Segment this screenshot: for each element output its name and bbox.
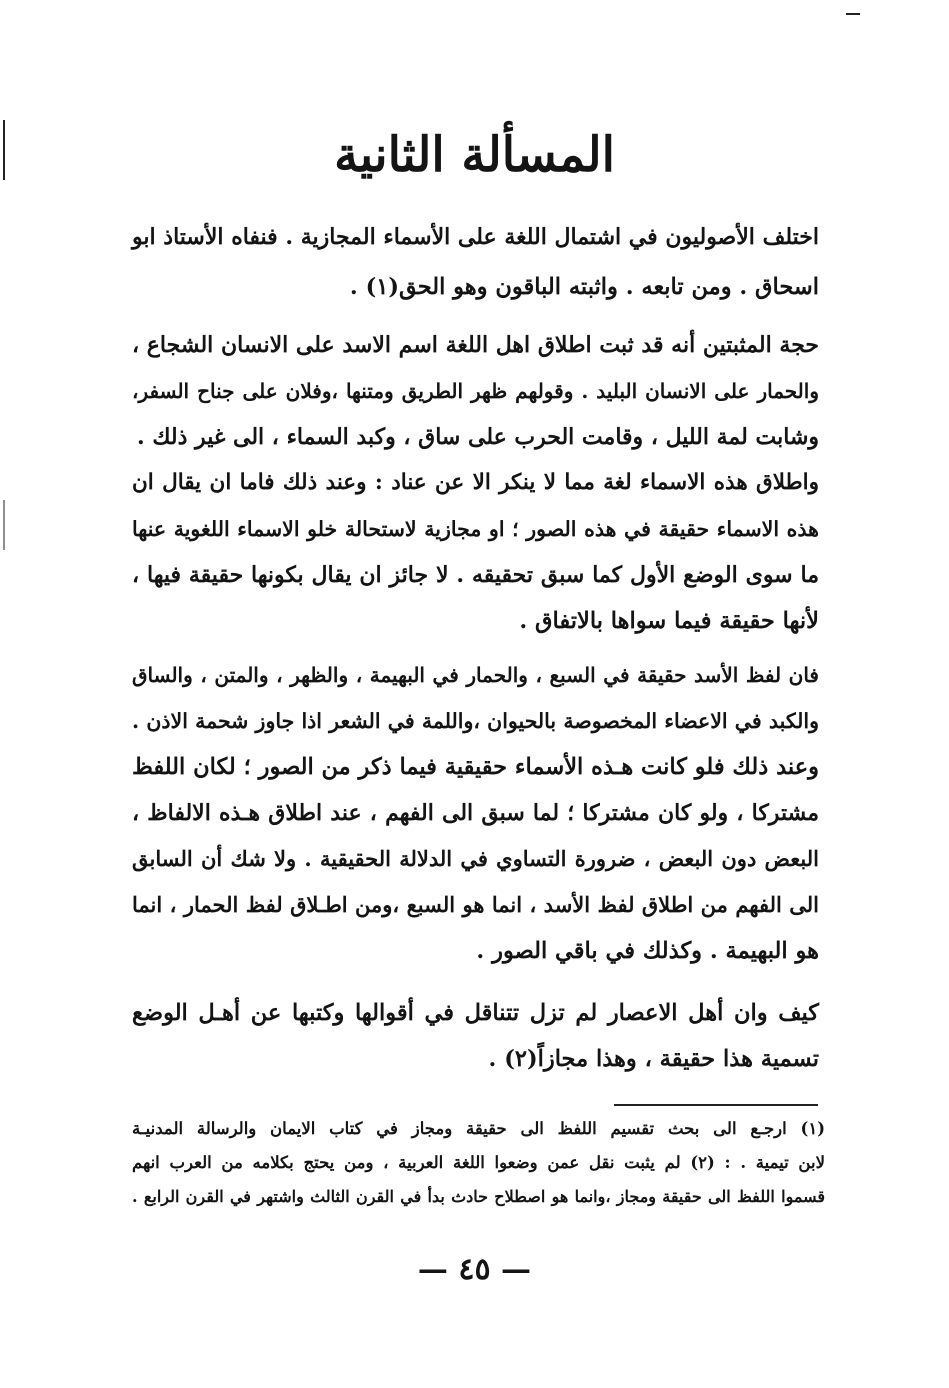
- scan-mark-top-right: [846, 13, 860, 15]
- text-line: واطلاق هذه الاسماء لغة مما لا ينكر الا عن عناد : وعند ذلك فاما ان يقال ان: [132, 470, 819, 495]
- paragraph-3: [132, 652, 819, 974]
- footnote-line: قسموا اللفظ الى حقيقة ومجاز ،وانما هو اصطلاح حادث بدأ في القرن الثالث واشتهر في القرن الرابع .: [132, 1187, 825, 1206]
- text-line: البعض دون البعض ، ضرورة التساوي في الدلالة الحقيقية . ولا شك أن السابق: [132, 846, 819, 871]
- text-line: كيف وان أهل الاعصار لم تزل تتناقل في أقوالها وكتبها عن أهـل الوضع: [132, 1000, 819, 1026]
- text-line: اسحاق . ومن تابعه . واثبته الباقون وهو الحق(١) .: [349, 274, 819, 300]
- scan-mark-left-edge-lower: [3, 500, 5, 550]
- footnote-divider: [614, 1104, 818, 1106]
- paragraph-2: [132, 322, 819, 644]
- section-title: المسألة الثانية: [334, 127, 615, 183]
- footnotes: [132, 1112, 825, 1214]
- scan-mark-left-edge: [3, 120, 5, 180]
- text-line: هو البهيمة . وكذلك في باقي الصور .: [476, 938, 819, 964]
- text-line: وشابت لمة الليل ، وقامت الحرب على ساق ، وكبد السماء ، الى غير ذلك .: [137, 424, 819, 450]
- text-line: حجة المثبتين أنه قد ثبت اطلاق اهل اللغة اسم الاسد على الانسان الشجاع ،: [132, 332, 819, 358]
- text-line: لأنها حقيقة فيما سواها بالاتفاق .: [519, 608, 819, 634]
- text-line: ما سوى الوضع الأول كما سبق تحقيقه . لا جائز ان يقال بكونها حقيقة فيها ،: [132, 562, 819, 588]
- text-line: الى الفهم من اطلاق لفظ الأسد ، انما هو السبع ،ومن اطـلاق لفظ الحمار ، انما: [132, 892, 819, 917]
- page-number: — ٤٥ —: [417, 1252, 532, 1287]
- text-line: والكبد في الاعضاء المخصوصة بالحيوان ،واللمة في الشعر اذا جاوز شحمة الاذن .: [132, 709, 819, 733]
- paragraph-1: [132, 212, 819, 312]
- text-line: والحمار على الانسان البليد . وقولهم ظهر الطريق ومتنها ،وفلان على جناح السفر،: [132, 379, 819, 403]
- paragraph-4: [132, 990, 819, 1082]
- text-line: فان لفظ الأسد حقيقة في السبع ، والحمار في البهيمة ، والظهر ، والمتن ، والساق: [132, 663, 819, 687]
- text-line: وعند ذلك فلو كانت هـذه الأسماء حقيقية فيما ذكر من الصور ؛ لكان اللفظ: [131, 754, 819, 780]
- text-line: اختلف الأصوليون في اشتمال اللغة على الأسماء المجازية . فنفاه الأستاذ ابو: [132, 224, 819, 250]
- footnote-line: (١) ارجـع الى بحث تقسيم اللفظ الى حقيقة ومجاز في كتاب الايمان والرسالة المدنيـة: [132, 1119, 825, 1138]
- text-line: تسمية هذا حقيقة ، وهذا مجازاً(٢) .: [488, 1046, 819, 1072]
- footnote-line: لابن تيمية . : (٢) لم يثبت نقل عمن وضعوا اللغة العربية ، ومن يحتج بكلامه من العرب انهم: [132, 1153, 825, 1172]
- text-line: مشتركا ، ولو كان مشتركا ؛ لما سبق الى الفهم ، عند اطلاق هـذه الالفاظ ،: [132, 800, 819, 826]
- text-line: هذه الاسماء حقيقة في هذه الصور ؛ او مجازية لاستحالة خلو الاسماء اللغوية عنها: [132, 517, 819, 541]
